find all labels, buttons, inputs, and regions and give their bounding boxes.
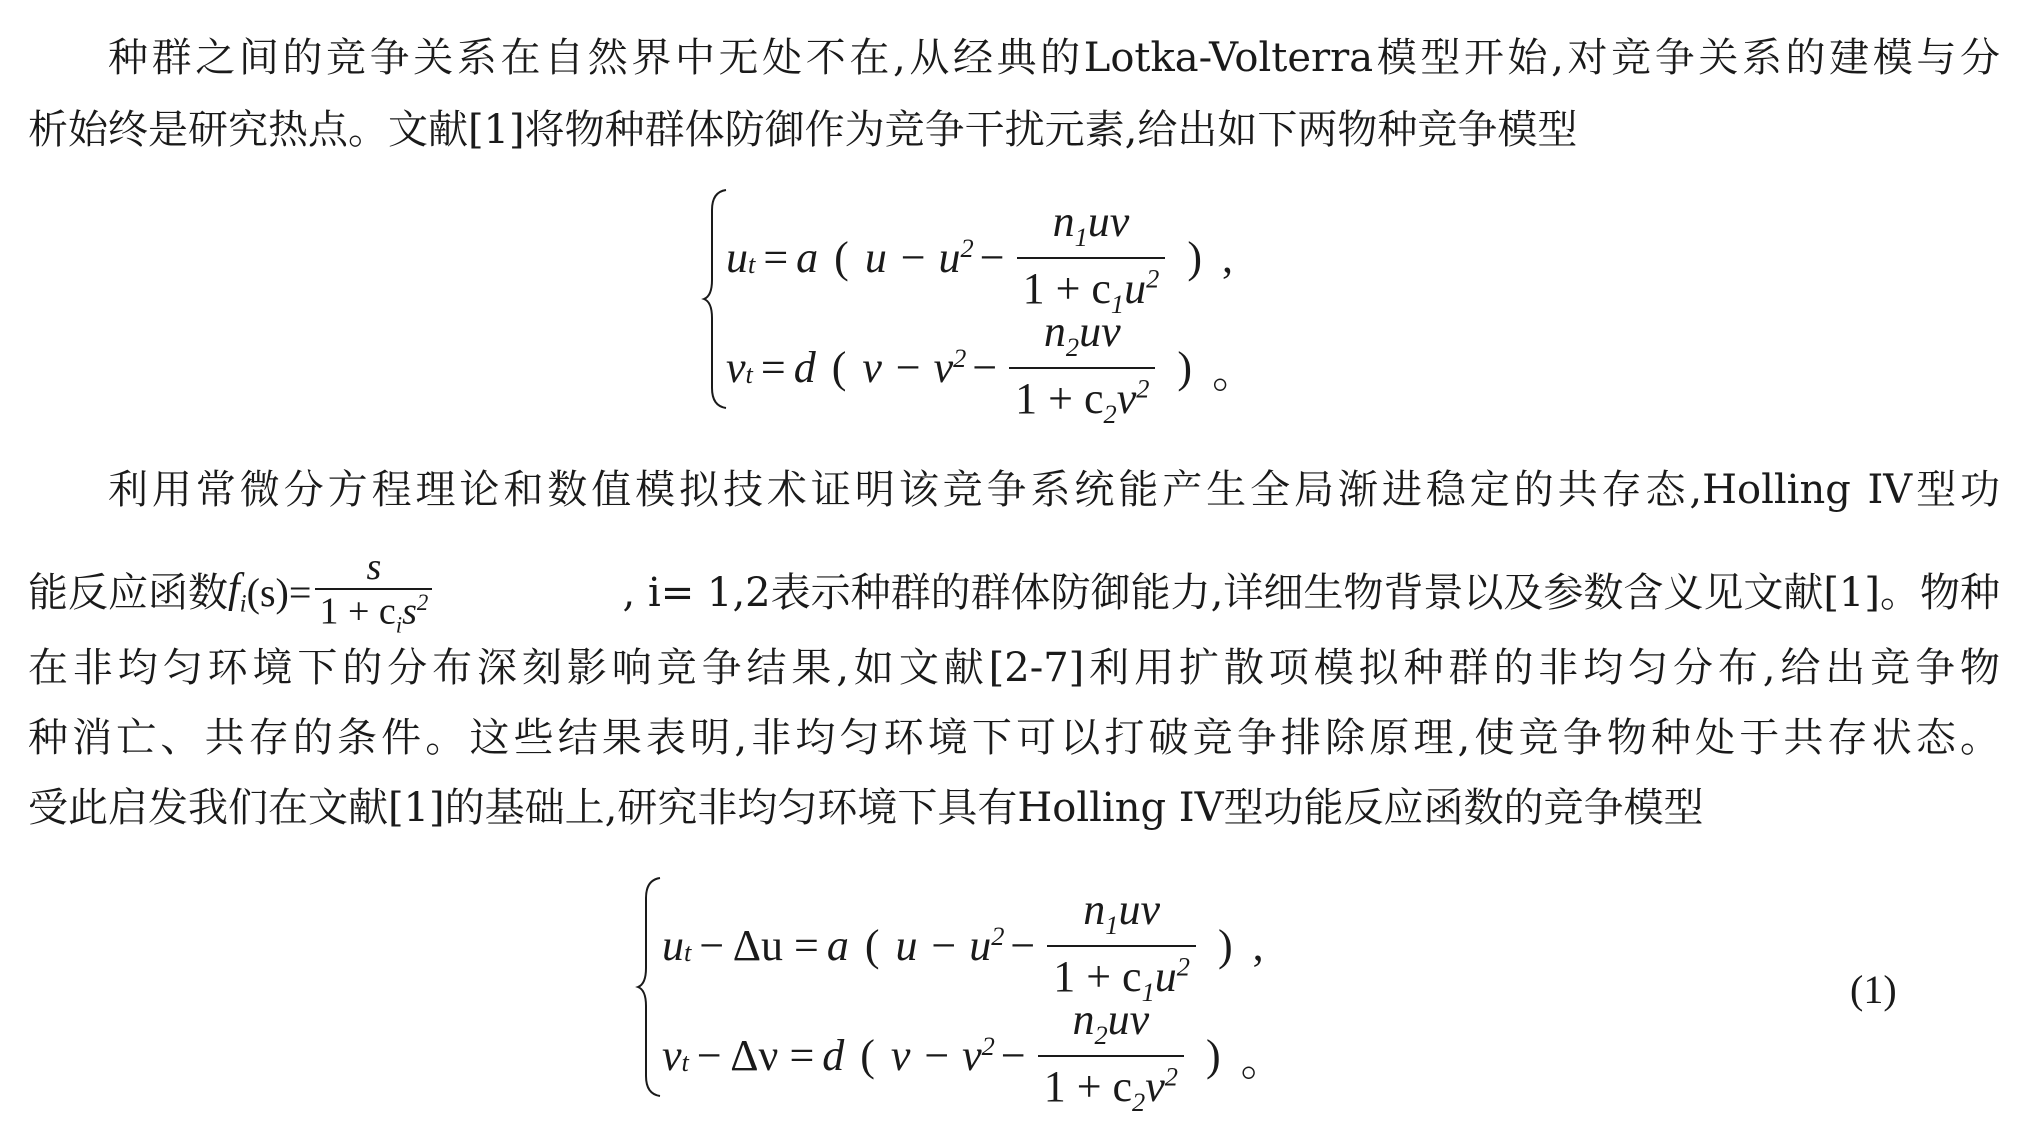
equation-2-row-u: u t − Δu = a ( u − u $^2$ − $\frac{n_1u\nu}{1 + c_1u^2}$ ) , (662, 885, 1264, 1007)
paragraph-2-line-2 (28, 548, 2000, 637)
paragraph-2-line-5: 受此启发我们在文献[1]的基础上,研究非均匀环境下具有Holling IV型功能反应函数的竞争模型 (28, 785, 1704, 831)
left-brace-2 (634, 876, 664, 1098)
equation-2-row-v: ν t − Δν = d ( ν − ν $^2$ − $\frac{n_2u\nu}{1 + c_2\nu^2}$ ) 。 (662, 995, 1285, 1117)
function-arg: (s)= (246, 569, 312, 615)
line-2-suffix: , i= 1,2表示种群的群体防御能力,详细生物背景以及参数含义见文献[1]。物种 (622, 569, 2000, 616)
function-fraction: $\frac{s}{1 + c_is^2}$ (315, 548, 432, 637)
paragraph-1-line-1: 种群之间的竞争关系在自然界中无处不在,从经典的Lotka-Volterra模型开始,对竞争关系的建模与分 (108, 35, 2000, 81)
equation-number: (1) (1850, 967, 1897, 1012)
paragraph-1-line-2: 析始终是研究热点。文献[1]将物种群体防御作为竞争干扰元素,给出如下两物种竞争模型 (28, 107, 1578, 153)
line-2-prefix: 能反应函数 (28, 569, 228, 616)
paragraph-2-line-3: 在非均匀环境下的分布深刻影响竞争结果,如文献[2-7]利用扩散项模拟种群的非均匀分布,给出竞争物 (28, 645, 2000, 691)
equation-1-row-v: v t = d ( v − v $^2$ − $\frac{n_2uv}{1 + c_2v^2}$ ) 。 (726, 307, 1257, 429)
equation-1-row-u: u t = a ( u − u $^2$ − $\frac{n_1uv}{1 + c_1u^2}$ ) , (726, 197, 1233, 319)
paragraph-2-line-4: 种消亡、共存的条件。这些结果表明,非均匀环境下可以打破竞争排除原理,使竞争物种处于共存状态。 (28, 715, 2000, 761)
paragraph-2-line-1: 利用常微分方程理论和数值模拟技术证明该竞争系统能产生全局渐进稳定的共存态,Holling IV型功 (108, 467, 2000, 513)
function-f: $f_i$ (228, 566, 247, 618)
